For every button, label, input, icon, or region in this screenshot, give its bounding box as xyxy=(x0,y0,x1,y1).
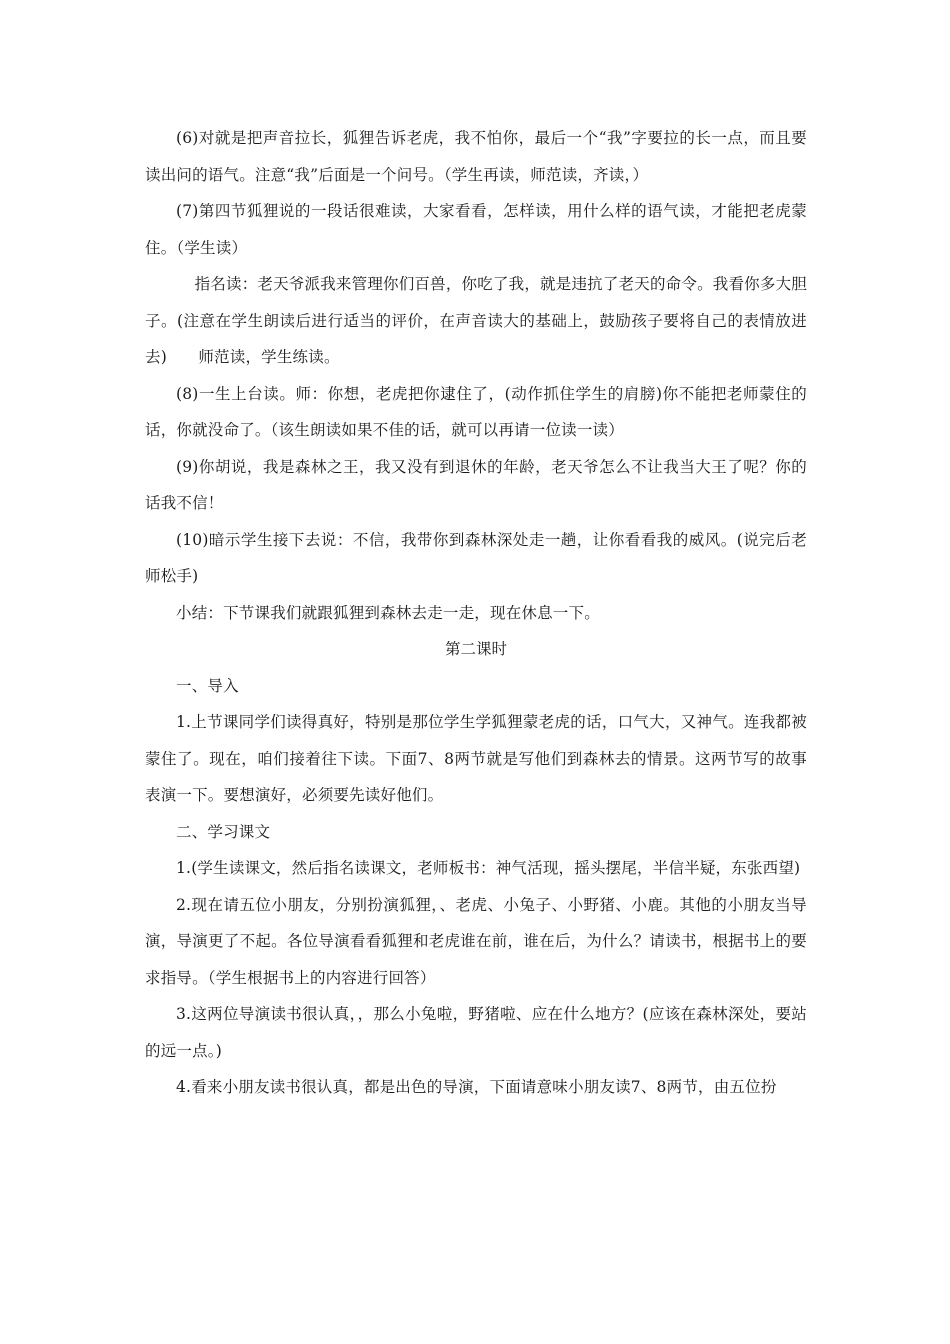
section-heading-intro: 一、导入 xyxy=(176,676,239,695)
study-paragraph-3: 3.这两位导演读书很认真，，那么小兔啦，野猪啦、应在什么地方？(应该在森林深处，要站的远一点。) xyxy=(145,1005,807,1060)
paragraph-10: (10)暗示学生接下去说：不信，我带你到森林深处走一趟，让你看看我的威风。(说完后老师松手) xyxy=(145,530,807,585)
intro-paragraph-1: 1.上节课同学们读得真好，特别是那位学生学狐狸蒙老虎的话，口气大，又神气。连我都被蒙住了。现在，咱们接着往下读。下面7、8两节就是写他们到森林去的情景。这两节写的故事表演一下。要想演好，必须要先读好他们。 xyxy=(145,713,807,804)
paragraph-8: (8)一生上台读。师：你想，老虎把你逮住了，(动作抓住学生的肩膀)你不能把老师蒙住的话，你就没命了。（该生朗读如果不佳的话，就可以再请一位读一读） xyxy=(145,384,807,439)
paragraph-7: (7)第四节狐狸说的一段话很难读，大家看看，怎样读，用什么样的语气读，才能把老虎蒙住。（学生读） xyxy=(145,202,807,257)
summary-paragraph: 小结：下节课我们就跟狐狸到森林去走一走，现在休息一下。 xyxy=(176,603,600,622)
study-paragraph-1: 1.(学生读课文，然后指名读课文，老师板书：神气活现，摇头摆尾，半信半疑，东张西望) xyxy=(176,859,801,877)
study-paragraph-4: 4.看来小朋友读书很认真，都是出色的导演，下面请意味小朋友读7、8两节，由五位扮 xyxy=(176,1078,777,1096)
guided-reading-paragraph: 指名读：老天爷派我来管理你们百兽，你吃了我，就是违抗了老天的命令。我看你多大胆子。(注意在学生朗读后进行适当的评价，在声音读大的基础上，鼓励孩子要将自己的表情放进去) 师范读，学生练读。 xyxy=(145,275,807,366)
paragraph-9: (9)你胡说，我是森林之王，我又没有到退休的年龄，老天爷怎么不让我当大王了呢？你的话我不信！ xyxy=(145,457,807,512)
section-heading-study: 二、学习课文 xyxy=(176,822,271,841)
study-paragraph-2: 2.现在请五位小朋友，分别扮演狐狸，、老虎、小兔子、小野猪、小鹿。其他的小朋友当导演，导演更了不起。各位导演看看狐狸和老虎谁在前，谁在后，为什么？请读书，根据书上的要求指导。（学生根据书上的内容进行回答） xyxy=(145,895,807,987)
section-title: 第二课时 xyxy=(444,640,507,658)
paragraph-6: (6)对就是把声音拉长，狐狸告诉老虎，我不怕你，最后一个“我”字要拉的长一点，而且要读出问的语气。注意“我”后面是一个问号。（学生再读，师范读，齐读，） xyxy=(145,129,807,184)
document-body xyxy=(145,120,807,1106)
